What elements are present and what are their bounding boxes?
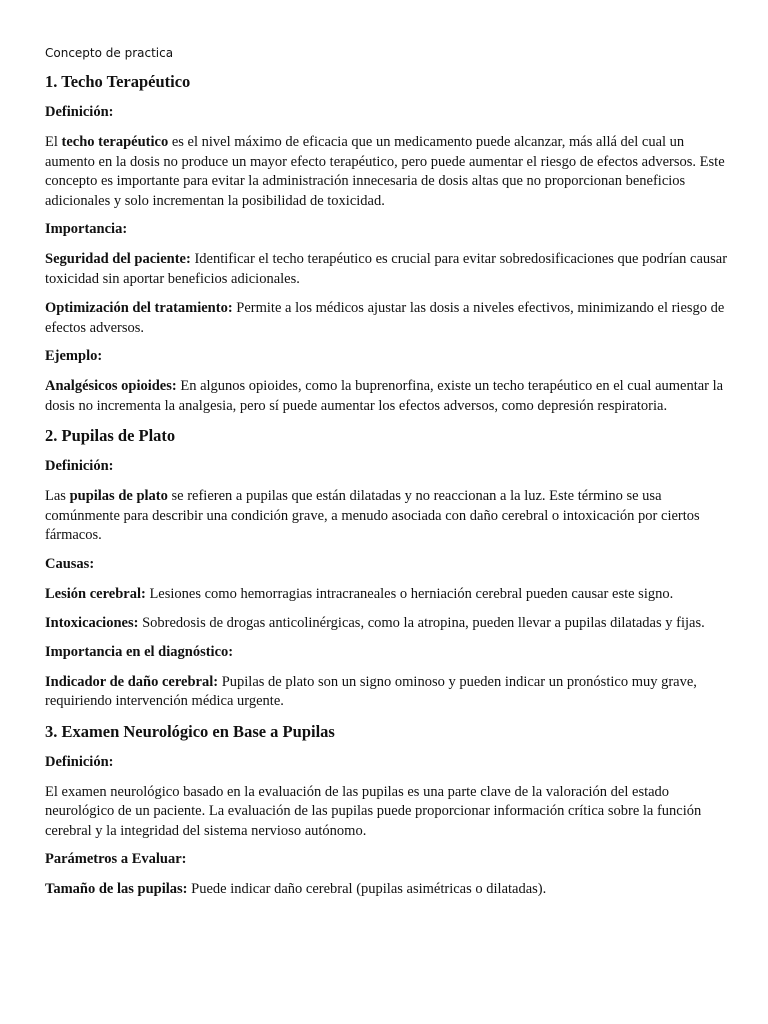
bold-term: Tamaño de las pupilas: — [45, 881, 188, 897]
subheading-definicion: Definición: — [45, 753, 114, 770]
paragraph-text: En algunos opioides, como la buprenorfina, existe un techo terapéutico en el cual aumentar la dosis no incrementa la analgesia, pero sí puede aumentar los efectos adversos, como depresión respiratoria. — [45, 378, 724, 414]
paragraph-text: Sobredosis de drogas anticolinérgicas, como la atropina, pueden llevar a pupilas dilatadas y fijas. — [138, 615, 705, 631]
bold-term: Analgésicos opioides: — [45, 378, 177, 394]
paragraph-intoxicaciones — [45, 614, 728, 634]
paragraph-text: Puede indicar daño cerebral (pupilas asimétricas o dilatadas). — [187, 881, 547, 897]
bold-term: pupilas de plato — [69, 488, 168, 504]
bold-term: Indicador de daño cerebral: — [45, 673, 219, 690]
section-title: 2. Pupilas de Plato — [45, 426, 176, 445]
subheading-parametros: Parámetros a Evaluar: — [45, 851, 187, 867]
paragraph-text: se refieren a pupilas que están dilatadas y no reaccionan a la luz. Este término se usa comúnmente para describir una condición grave, a menudo asociada con daño cerebral o intoxicación por ciertos fármacos. — [45, 488, 700, 543]
paragraph-optimizacion — [45, 299, 728, 338]
paragraph-text: es el nivel máximo de eficacia que un medicamento puede alcanzar, más allá del cual un aumento en la dosis no produce un mayor efecto terapéutico, pero puede aumentar el riesgo de efectos adversos. Este concepto es importante para evitar la administración innecesaria de dosis altas que no proporcionan beneficios adicionales y solo incrementan la posibilidad de toxicidad. — [45, 134, 725, 209]
section-pupilas-de-plato — [45, 426, 728, 712]
subheading-importancia: Importancia: — [45, 221, 128, 237]
section-techo-terapeutico — [45, 72, 728, 416]
paragraph-indicador — [45, 673, 728, 712]
paragraph-prefix: Las — [45, 488, 70, 504]
paragraph-prefix: El — [45, 134, 62, 150]
paragraph-tamano — [45, 880, 728, 900]
paragraph-text: Permite a los médicos ajustar las dosis a niveles efectivos, minimizando el riesgo de efectos adversos. — [45, 300, 725, 336]
bold-term: Seguridad del paciente: — [45, 251, 191, 267]
paragraph-definicion — [45, 133, 728, 211]
subheading-importancia-diagnostico: Importancia en el diagnóstico: — [45, 643, 234, 660]
paragraph-analgesicos — [45, 377, 728, 416]
paragraph-text: Lesiones como hemorragias intracraneales o herniación cerebral pueden causar este signo. — [145, 585, 674, 602]
subheading-definicion: Definición: — [45, 104, 114, 120]
paragraph-text: Identificar el techo terapéutico es crucial para evitar sobredosificaciones que podrían causar toxicidad sin aportar beneficios adicionales. — [45, 251, 728, 287]
paragraph-seguridad — [45, 250, 728, 289]
subheading-definicion: Definición: — [45, 458, 114, 474]
bold-term: Optimización del tratamiento: — [45, 300, 233, 316]
paragraph-lesion — [45, 585, 728, 605]
paragraph-text: Pupilas de plato son un signo ominoso y pueden indicar un pronóstico muy grave, requiriendo intervención médica urgente. — [45, 673, 697, 709]
bold-term: techo terapéutico — [61, 134, 169, 150]
section-title: 1. Techo Terapéutico — [45, 72, 191, 91]
bold-term: Lesión cerebral: — [45, 585, 146, 602]
bold-term: Intoxicaciones: — [45, 615, 139, 631]
subheading-causas: Causas: — [45, 555, 95, 572]
paragraph-definicion — [45, 783, 728, 842]
section-examen-neurologico — [45, 722, 728, 900]
paragraph-definicion — [45, 487, 728, 546]
paragraph-text: El examen neurológico basado en la evaluación de las pupilas es una parte clave de la valoración del estado neurológico de un paciente. La evaluación de las pupilas puede proporcionar información crítica sobre la función cerebral y la integridad del sistema nervioso autónomo. — [45, 783, 702, 839]
document-header: Concepto de practica — [45, 46, 174, 60]
section-title: 3. Examen Neurológico en Base a Pupilas — [45, 721, 335, 741]
subheading-ejemplo: Ejemplo: — [45, 348, 103, 364]
